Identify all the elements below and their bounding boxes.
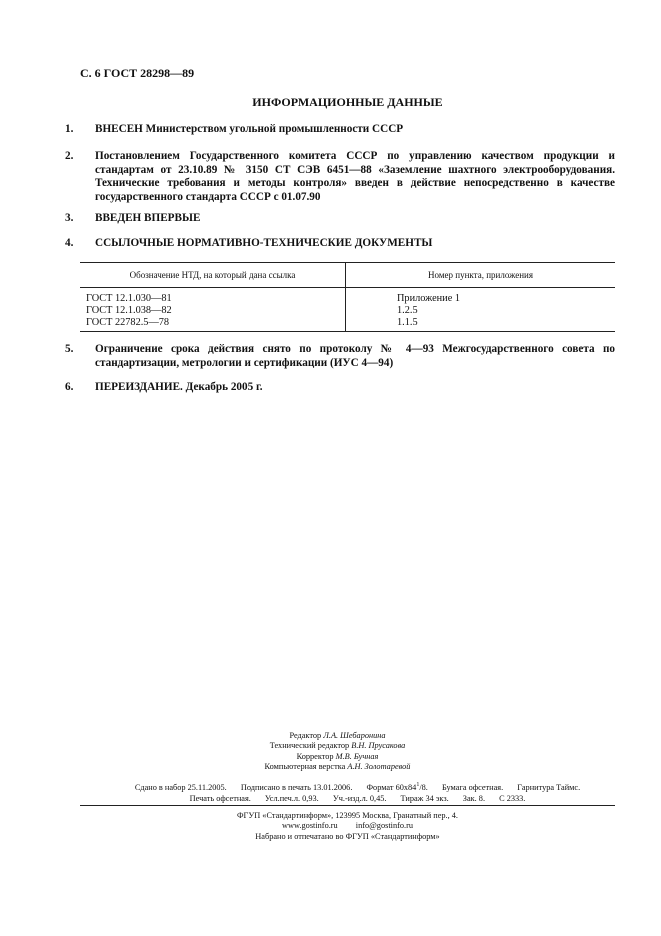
publication-details bbox=[80, 780, 635, 805]
item-number: 5. bbox=[65, 343, 74, 355]
column-header-clause: Номер пункта, приложения bbox=[346, 263, 616, 288]
pub-field: Тираж 34 экз. bbox=[400, 794, 449, 804]
item-number: 2. bbox=[65, 150, 74, 162]
publisher-email: info@gostinfo.ru bbox=[355, 821, 413, 831]
editorial-credits bbox=[225, 731, 450, 773]
pub-field: Гарнитура Таймс. bbox=[517, 782, 581, 792]
item-number: 4. bbox=[65, 237, 74, 249]
pub-field: Бумага офсетная. bbox=[441, 782, 504, 792]
publication-row-1 bbox=[80, 780, 635, 793]
info-item-4 bbox=[65, 237, 615, 251]
credit-line bbox=[225, 731, 450, 741]
table-row bbox=[80, 317, 615, 332]
table-row bbox=[80, 288, 615, 306]
page-title: ИНФОРМАЦИОННЫЕ ДАННЫЕ bbox=[252, 95, 443, 109]
publication-row-2 bbox=[80, 793, 635, 804]
pub-field: Зак. 8. bbox=[462, 794, 486, 804]
credit-role: Компьютерная верстка bbox=[264, 762, 346, 772]
item-text: Ограничение срока действия снято по протоколу № 4—93 Межгосударственного совета по стандартизации, метрологии и сертификации (ИУС 4—94) bbox=[95, 343, 615, 369]
document-cell: ГОСТ 12.1.030—81 bbox=[80, 288, 346, 306]
item-text: ПЕРЕИЗДАНИЕ. Декабрь 2005 г. bbox=[95, 381, 263, 393]
credit-name: В.Н. Прусакова bbox=[351, 741, 406, 751]
credit-line bbox=[225, 752, 450, 762]
pub-field: Уч.-изд.л. 0,45. bbox=[332, 794, 387, 804]
item-number: 1. bbox=[65, 123, 74, 135]
table-header-row bbox=[80, 263, 615, 288]
pub-field: С 2333. bbox=[499, 794, 526, 804]
credit-line bbox=[225, 762, 450, 772]
pub-field: Печать офсетная. bbox=[189, 794, 251, 804]
clause-cell: 1.1.5 bbox=[346, 317, 616, 332]
printing-note: Набрано и отпечатано во ФГУП «Стандартинформ» bbox=[255, 831, 440, 841]
clause-cell: 1.2.5 bbox=[397, 305, 418, 316]
item-text: Постановлением Государственного комитета СССР по управлению качеством продукции и стандартам от 23.10.89 № 3150 СТ СЭВ 6451—88 «Заземление шахтного электрооборудования. Технические требования и методы контроля» введен в действие непосредственно в качестве государственного стандарта СССР с 01.07.90 bbox=[95, 150, 615, 203]
credit-name: А.Н. Золотаревой bbox=[347, 762, 411, 772]
item-text: ССЫЛОЧНЫЕ НОРМАТИВНО-ТЕХНИЧЕСКИЕ ДОКУМЕНТЫ bbox=[95, 237, 433, 249]
info-item-5 bbox=[65, 343, 615, 370]
item-number: 6. bbox=[65, 381, 74, 393]
publisher-website: www.gostinfo.ru bbox=[282, 821, 338, 831]
publisher-info bbox=[80, 811, 615, 842]
document-cell: ГОСТ 12.1.038—82 bbox=[80, 305, 346, 317]
info-item-6 bbox=[65, 381, 615, 395]
divider bbox=[80, 805, 615, 806]
item-text: ВНЕСЕН Министерством угольной промышленности СССР bbox=[95, 123, 404, 135]
credit-line bbox=[225, 741, 450, 751]
pub-field: Подписано в печать 13.01.2006. bbox=[240, 782, 353, 792]
format-fraction: /8. bbox=[419, 782, 428, 792]
item-number: 3. bbox=[65, 212, 74, 224]
column-header-document: Обозначение НТД, на который дана ссылка bbox=[80, 263, 346, 288]
credit-role: Технический редактор bbox=[269, 741, 350, 751]
credit-role: Корректор bbox=[296, 751, 334, 761]
item-text: ВВЕДЕН ВПЕРВЫЕ bbox=[95, 212, 201, 224]
reference-documents-table bbox=[80, 262, 615, 332]
credit-role: Редактор bbox=[289, 731, 322, 740]
table-row bbox=[80, 305, 615, 317]
format-value: Формат 60x84 bbox=[366, 782, 417, 792]
publisher-contacts bbox=[80, 821, 615, 831]
document-cell: ГОСТ 22782.5—78 bbox=[80, 317, 346, 332]
pub-field: Сдано в набор 25.11.2005. bbox=[134, 782, 227, 792]
info-item-1 bbox=[65, 123, 615, 137]
pub-field: Усл.печ.л. 0,93. bbox=[264, 794, 319, 804]
clause-cell: Приложение 1 bbox=[397, 293, 460, 304]
info-item-2 bbox=[65, 150, 615, 204]
info-item-3 bbox=[65, 212, 615, 226]
pub-field-format bbox=[366, 780, 427, 793]
credit-name: Л.А. Шебаронина bbox=[323, 731, 386, 740]
page-header: С. 6 ГОСТ 28298—89 bbox=[80, 66, 195, 80]
format-superscript: 1 bbox=[416, 782, 420, 788]
publisher-address: ФГУП «Стандартинформ», 123995 Москва, Гранатный пер., 4. bbox=[237, 811, 458, 820]
credit-name: М.В. Бучная bbox=[335, 751, 379, 761]
